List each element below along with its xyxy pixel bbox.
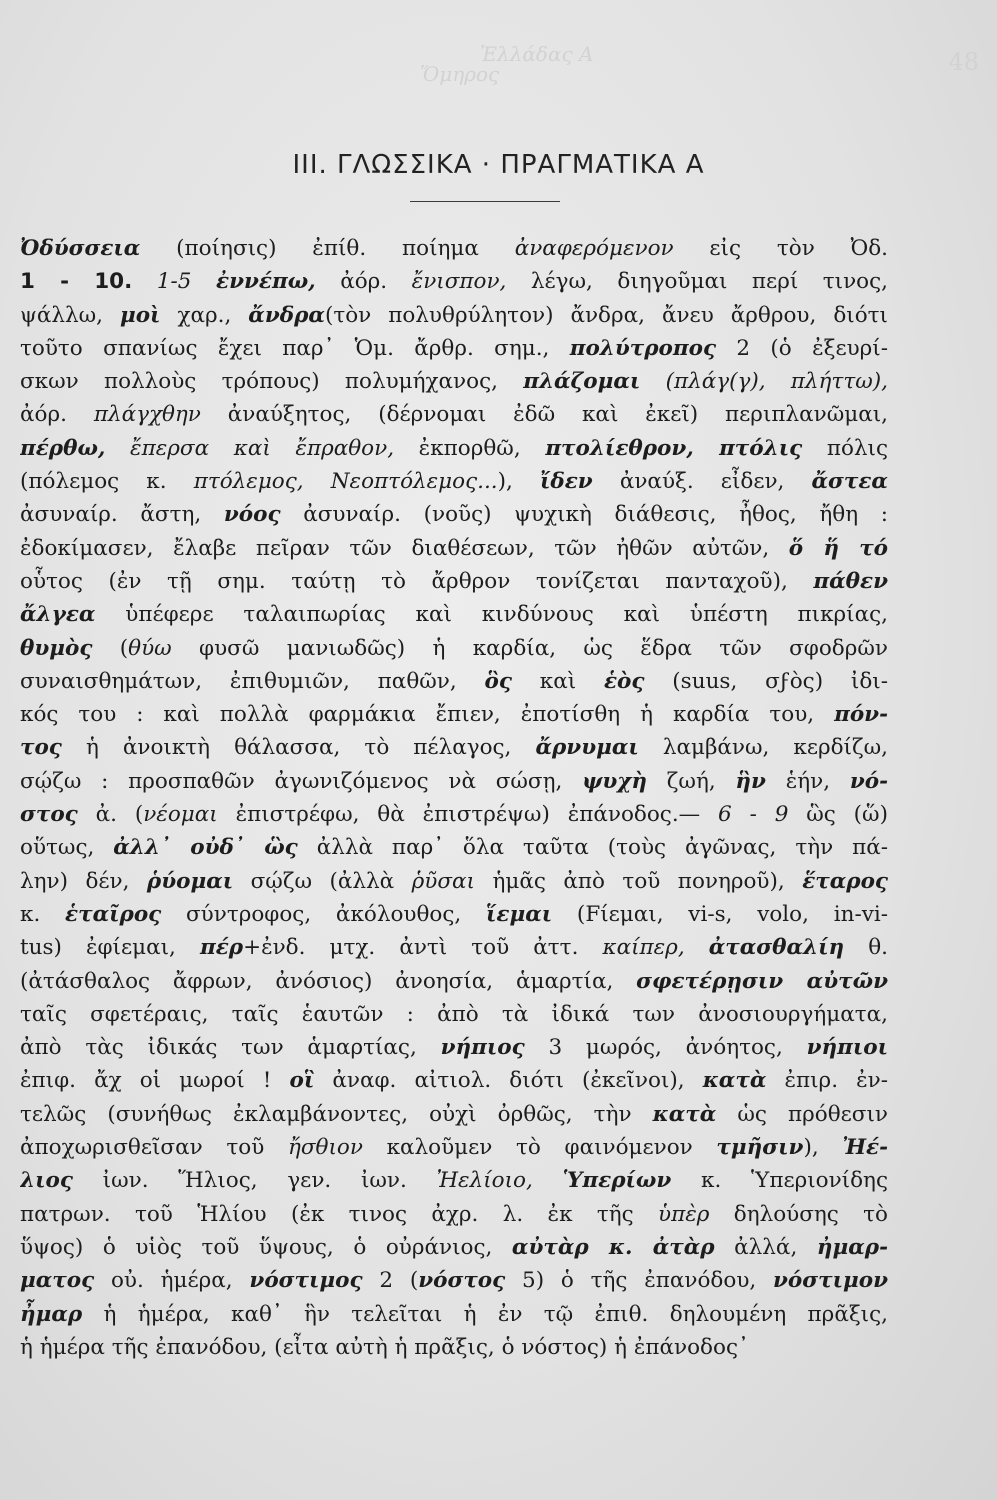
text-run: ἡμᾶς ἀπὸ τοῦ πονηροῦ), — [475, 868, 803, 894]
bleed-through-subtitle: Ὅμηρος — [420, 62, 500, 86]
text-line — [20, 365, 888, 398]
text-run: ἀλλὰ παρ᾿ ὅλα ταῦτα (τοὺς ἀγῶνας, τὴν πά- — [297, 835, 888, 861]
emphasized-term: ἔνισπον, — [411, 269, 507, 295]
bleed-through-page-number: 48 — [948, 48, 979, 76]
emphasized-term: ὅ ἥ τό — [788, 535, 888, 561]
emphasized-term: τος — [20, 735, 62, 761]
emphasized-term: νήπιοι — [806, 1035, 888, 1061]
text-run: ἡ ἀνοικτὴ θάλασσα, τὸ πέλαγος, — [61, 735, 536, 761]
text-line — [20, 432, 888, 465]
emphasized-term: νόστος — [418, 1268, 506, 1294]
text-line — [20, 1164, 888, 1197]
emphasized-term: πλάζομαι — [523, 369, 641, 395]
text-line — [20, 698, 888, 731]
emphasized-term: ματος — [20, 1268, 95, 1294]
text-run: ἀναφ. αἰτιολ. διότι (ἐκεῖνοι), — [314, 1068, 703, 1094]
text-run: 2 (ὁ ἐξευρί- — [716, 335, 888, 361]
emphasized-term: πέρ — [199, 935, 244, 961]
text-run: λην) δέν, — [20, 868, 147, 894]
text-run: ἀπὸ τὰς ἰδικάς των ἁμαρτίας, — [20, 1035, 441, 1061]
text-line — [20, 1064, 888, 1097]
text-run: χαρ., — [160, 302, 249, 328]
text-run — [640, 369, 665, 394]
emphasized-term: κατὰ — [702, 1068, 767, 1094]
emphasized-term: λιος — [20, 1168, 73, 1194]
text-run: ἀ. ( — [77, 802, 144, 828]
emphasized-term: ὑπὲρ — [658, 1201, 710, 1227]
emphasized-term: οἳ — [289, 1068, 315, 1094]
text-line — [20, 765, 888, 798]
text-line — [20, 865, 888, 898]
text-run: (πόλεμος κ. — [20, 469, 194, 495]
emphasized-term: ἔπερσα καὶ ἔπραθον, — [130, 435, 395, 461]
text-run: ἀσυναίρ. ἄστη, — [20, 502, 224, 528]
emphasized-term: νήπιος — [440, 1035, 525, 1061]
title-rule — [410, 201, 560, 202]
text-run: καλοῦμεν τὸ φαινόμενον — [362, 1135, 717, 1161]
text-run: καὶ — [511, 668, 604, 694]
text-run: κός του : καὶ πολλὰ φαρμάκια ἔπιεν, ἐποτίσθη ἡ καρδία του, — [20, 702, 835, 728]
text-run: ἀποχωρισθεῖσαν τοῦ — [20, 1135, 288, 1161]
text-run: ὡς πρόθεσιν — [716, 1101, 888, 1127]
text-run: ταῖς σφετέραις, ταῖς ἑαυτῶν : ἀπὸ τὰ ἰδικά των ἀνοσιουργήματα, — [20, 1001, 888, 1027]
text-run: 2 ( — [362, 1268, 419, 1294]
text-run: ), — [497, 469, 540, 495]
text-line — [20, 998, 888, 1031]
emphasized-term: ῥῦσαι — [411, 868, 475, 894]
emphasized-term: πόν- — [834, 702, 888, 728]
text-line — [20, 332, 888, 365]
text-run: δηλούσης τὸ — [709, 1201, 888, 1227]
text-run: σῴζω : προσπαθῶν ἀγωνιζόμενος νὰ σώσῃ, — [20, 768, 583, 794]
text-run: τοῦτο σπανίως ἔχει παρ᾿ Ὁμ. ἄρθρ. σημ., — [20, 335, 570, 361]
text-run: ἰων. Ἥλιος, γεν. ἰων. — [72, 1168, 437, 1194]
text-run: tus) ἐφίεμαι, — [20, 935, 200, 961]
emphasized-term: 6 - 9 — [718, 802, 789, 828]
text-run: ἀόρ. — [315, 269, 412, 295]
text-line — [20, 931, 888, 964]
emphasized-term: πτόλεμος, Νεοπτόλεμος... — [193, 469, 498, 495]
emphasized-term: ῥύομαι — [146, 868, 234, 894]
emphasized-term: 1-5 — [156, 269, 192, 295]
text-run: +ἐνδ. μτχ. ἀντὶ τοῦ ἀττ. — [243, 935, 603, 961]
bleed-through-running-head: Ἐλλάδας Α — [480, 42, 594, 66]
text-run: οὐ. ἡμέρα, — [94, 1268, 250, 1294]
text-run — [685, 935, 709, 960]
text-run: ἐπιρ. ἐν- — [766, 1068, 888, 1094]
emphasized-term: ἄλγεα — [20, 602, 96, 628]
emphasized-term: ἣν — [735, 768, 766, 794]
emphasized-term: θυμὸς — [20, 635, 93, 661]
text-run: ἀόρ. — [20, 402, 94, 428]
emphasized-term: ἄνδρα — [248, 302, 325, 328]
text-run: ὑπέφερε ταλαιπωρίας καὶ κινδύνους καὶ ὑπέστη πικρίας, — [95, 602, 888, 628]
text-run: 3 μωρός, ἀνόητος, — [524, 1035, 807, 1061]
text-run: ὕψος) ὁ υἱὸς τοῦ ὕψους, ὁ οὐράνιος, — [20, 1234, 512, 1260]
emphasized-term: πάθεν — [813, 568, 888, 594]
text-run: ἡ ἡμέρα, καθ᾿ ἣν τελεῖται ἡ ἐν τῷ ἐπιθ. δηλουμένη πρᾶξις, — [82, 1301, 888, 1327]
text-line — [20, 498, 888, 531]
text-run: ἐκπορθῶ, — [394, 435, 546, 461]
text-line — [20, 1331, 888, 1364]
emphasized-term: ἴδεν — [539, 469, 593, 495]
text-run: εἰς τὸν Ὀδ. — [673, 236, 888, 261]
emphasized-term: μοὶ — [119, 302, 161, 328]
section-title: III. ΓΛΩΣΣΙΚΑ · ΠΡΑΓΜΑΤΙΚΑ Α — [292, 150, 705, 180]
emphasized-term: θύω — [128, 635, 172, 661]
text-line — [20, 632, 888, 665]
text-line — [20, 1298, 888, 1331]
text-line — [20, 798, 888, 831]
emphasized-term: ἠμαρ- — [816, 1234, 888, 1260]
text-line — [20, 398, 888, 431]
emphasized-term: ἑταῖρος — [65, 901, 162, 927]
text-run — [533, 1168, 563, 1193]
text-run — [132, 269, 157, 294]
emphasized-term: Ὑπερίων — [562, 1168, 672, 1194]
text-run — [191, 269, 216, 294]
text-run: ἀναύξητος, (δέρνομαι ἐδῶ καὶ ἐκεῖ) περιπλανῶμαι, — [200, 402, 888, 428]
text-run: ἀλλά, — [714, 1234, 817, 1260]
text-run: ἐδοκίμασεν, ἔλαβε πεῖραν τῶν διαθέσεων, τῶν ἠθῶν αὐτῶν, — [20, 535, 789, 561]
text-line — [20, 1031, 888, 1064]
emphasized-term: τμῆσιν — [716, 1135, 804, 1161]
text-run: ἡ ἡμέρα τῆς ἐπανόδου, (εἶτα αὐτὴ ἡ πρᾶξις, ὁ νόστος) ἡ ἐπάνοδος᾿ — [20, 1334, 749, 1360]
text-line — [20, 1131, 888, 1164]
text-run: σκων πολλοὺς τρόπους) πολυμήχανος, — [20, 369, 524, 395]
emphasized-term: καίπερ, — [602, 935, 685, 961]
emphasized-term: ἑὸς — [603, 668, 645, 694]
text-line — [20, 665, 888, 698]
text-run: ( — [92, 635, 129, 661]
text-run: ὣς (ὥ) — [788, 802, 888, 828]
emphasized-term: αὐτὰρ κ. ἀτὰρ — [511, 1234, 715, 1260]
text-line — [20, 965, 888, 998]
text-run: κ. — [20, 901, 66, 927]
text-run: 5) ὁ τῆς ἐπανόδου, — [505, 1268, 774, 1294]
emphasized-term: 1 - 10. — [20, 269, 133, 295]
text-line — [20, 465, 888, 498]
text-run: (Fίεμαι, vi-s, volo, in-vi- — [552, 901, 888, 927]
text-line — [20, 232, 888, 265]
text-run: τελῶς (συνήθως ἐκλαμβάνοντες, οὐχὶ ὀρθῶς, τὴν — [20, 1101, 653, 1127]
emphasized-term: ἤσθιον — [287, 1135, 363, 1161]
text-run: πόλις — [802, 435, 888, 461]
emphasized-term: πλάγχθην — [93, 402, 201, 428]
emphasized-term: ἄστεα — [811, 469, 888, 495]
text-line — [20, 831, 888, 864]
emphasized-term: νόστιμον — [773, 1268, 888, 1294]
text-line — [20, 532, 888, 565]
text-run: οὕτως, — [20, 835, 114, 861]
emphasized-term: ἕταρος — [802, 868, 888, 894]
text-line — [20, 898, 888, 931]
emphasized-term: ἐννέπω, — [216, 269, 316, 295]
emphasized-term: Ἠέ- — [842, 1135, 888, 1161]
text-run — [105, 436, 130, 461]
emphasized-term: νόστιμος — [249, 1268, 363, 1294]
text-line — [20, 265, 888, 298]
emphasized-term: νό- — [849, 768, 888, 794]
text-run: ἑήν, — [765, 768, 850, 794]
text-run: οὗτος (ἐν τῇ σημ. ταύτῃ τὸ ἄρθρον τονίζεται πανταχοῦ), — [20, 568, 814, 594]
emphasized-term: στος — [20, 802, 78, 828]
text-run: ἐπιστρέφω, θὰ ἐπιστρέψω) ἐπάνοδος.— — [217, 802, 719, 828]
emphasized-term: ψυχὴ — [582, 768, 648, 794]
text-run: ἐπιφ. ἄχ οἱ μωροί ! — [20, 1068, 290, 1094]
emphasized-term: ἵεμαι — [486, 901, 553, 927]
emphasized-term: ἀλλ᾿ οὐδ᾿ ὣς — [113, 835, 298, 861]
emphasized-term: ἦμαρ — [20, 1301, 83, 1327]
emphasized-term: Ὀδύσσεια — [20, 236, 141, 261]
emphasized-term: ὃς — [484, 668, 512, 694]
emphasized-term: ἀτασθαλίη — [708, 935, 845, 961]
text-run: ζωή, — [647, 768, 736, 794]
text-line — [20, 1098, 888, 1131]
emphasized-term: πτολίεθρον, πτόλις — [545, 435, 803, 461]
emphasized-term: ἄρνυμαι — [535, 735, 639, 761]
text-run: ψάλλω, — [20, 302, 120, 328]
text-run: (ποίησις) ἐπίθ. ποίημα — [140, 236, 515, 261]
emphasized-term: (πλάγ(γ), πλήττω), — [665, 369, 888, 395]
emphasized-term: νόος — [223, 502, 281, 528]
text-run: (ἀτάσθαλος ἄφρων, ἀνόσιος) ἀνοησία, ἁμαρτία, — [20, 968, 637, 994]
emphasized-term: σφετέρῃσιν αὐτῶν — [636, 968, 888, 994]
text-run: θ. — [844, 935, 888, 961]
text-run: συναισθημάτων, ἐπιθυμιῶν, παθῶν, — [20, 668, 485, 694]
emphasized-term: νέομαι — [143, 802, 218, 828]
text-line — [20, 731, 888, 764]
text-run: ), — [803, 1135, 843, 1161]
emphasized-term: κατὰ — [652, 1101, 717, 1127]
text-run: (τὸν πολυθρύλητον) ἄνδρα, ἄνευ ἄρθρου, διότι — [324, 302, 888, 328]
emphasized-term: ἀναφερόμενον — [514, 236, 674, 261]
text-line — [20, 565, 888, 598]
text-run: φυσῶ μανιωδῶς) ἡ καρδία, ὡς ἕδρα τῶν σφοδρῶν — [171, 635, 888, 661]
text-run: ἀναύξ. εἶδεν, — [592, 469, 812, 495]
text-run: πατρων. τοῦ Ἡλίου (ἐκ τινος ἀχρ. λ. ἐκ τῆς — [20, 1201, 659, 1227]
text-run: (suus, σϝὸς) ἰδι- — [644, 668, 888, 694]
emphasized-term: Ἠελίοιο, — [436, 1168, 533, 1194]
text-line — [20, 1264, 888, 1297]
emphasized-term: πέρθω, — [20, 435, 106, 461]
text-run: κ. Ὑπεριονίδης — [671, 1168, 888, 1194]
text-run: ἀσυναίρ. (νοῦς) ψυχικὴ διάθεσις, ἦθος, ἤθη : — [280, 502, 888, 528]
text-line — [20, 1198, 888, 1231]
emphasized-term: πολύτροπος — [569, 335, 717, 361]
text-run: λέγω, διηγοῦμαι περί τινος, — [506, 269, 888, 295]
text-line — [20, 1231, 888, 1264]
text-run: λαμβάνω, κερδίζω, — [638, 735, 888, 761]
text-run: σῴζω (ἀλλὰ — [233, 868, 412, 894]
text-line — [20, 299, 888, 332]
text-run: σύντροφος, ἀκόλουθος, — [161, 901, 486, 927]
text-line — [20, 598, 888, 631]
body-text — [20, 232, 888, 1364]
